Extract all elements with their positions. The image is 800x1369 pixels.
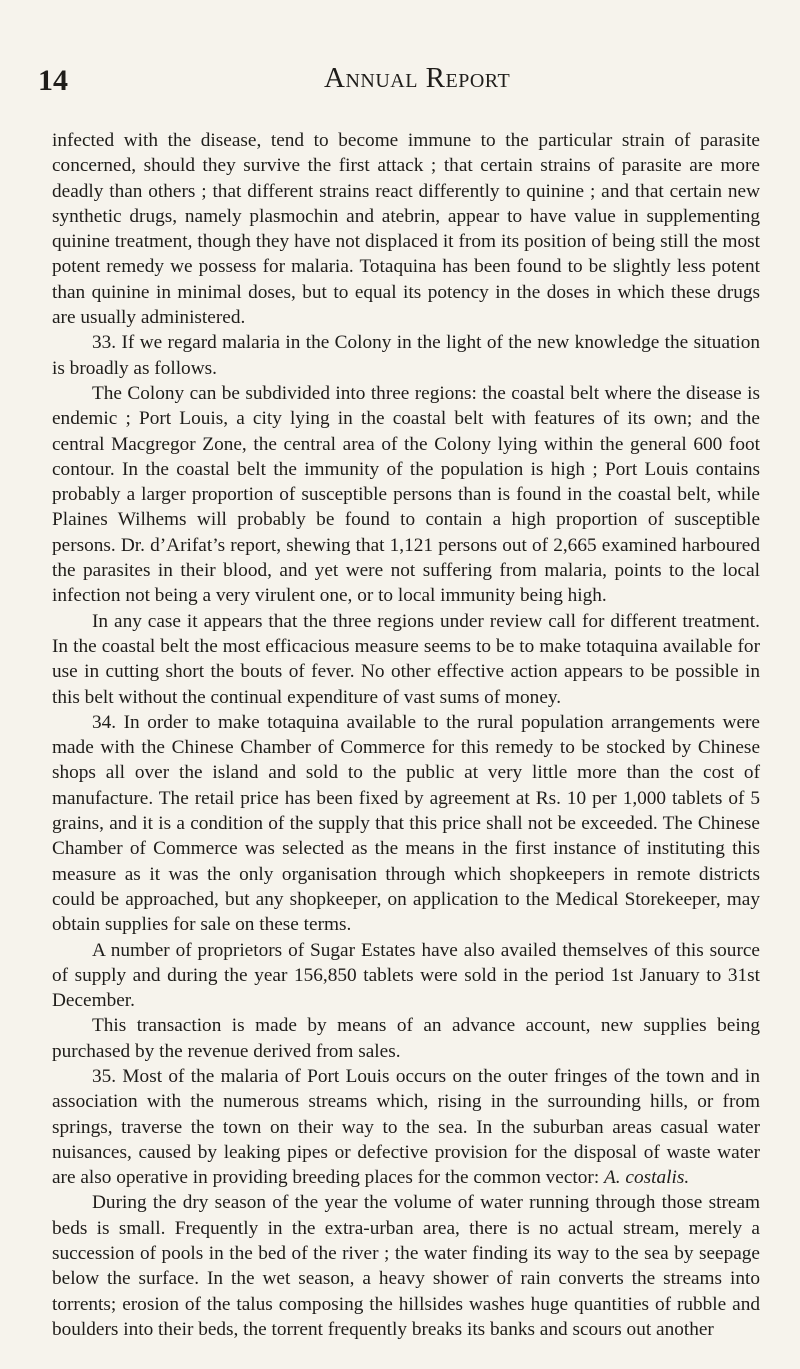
- running-title: Annual Report: [324, 62, 511, 94]
- paragraph-35: [52, 1064, 760, 1190]
- page-header: [38, 44, 760, 97]
- paragraph-treatment: In any case it appears that the three regions under review call for different treatment. In the coastal belt the most efficacious measure seems to be to make totaquina available for use in cutting short the bouts of fever. No other effective action appears to be possible in this belt without the continual expenditure of vast sums of money.: [52, 610, 760, 708]
- paragraph-33: 33. If we regard malaria in the Colony in the light of the new knowledge the situation is broadly as follows.: [52, 332, 760, 379]
- paragraph-regions: The Colony can be subdivided into three regions: the coastal belt where the disease is endemic ; Port Louis, a city lying in the coastal belt with features of its own; and the central Macgregor Zone, the central area of the Colony lying within the general 600 foot contour. In the coastal belt the immunity of the population is high ; Port Louis contains probably a larger proportion of susceptible persons than is found in the coastal belt, while Plaines Wilhems will probably be found to contain a high proportion of susceptible persons. Dr. d’Arifat’s report, shewing that 1,121 persons out of 2,665 examined harboured the parasites in their blood, and yet were not suffering from malaria, points to the local infection not being a very virulent one, or to local immunity being high.: [52, 382, 760, 607]
- paragraph-dry-season: During the dry season of the year the volume of water running through those stream beds is small. Frequently in the extra-urban area, there is no actual stream, merely a succession of pools in the bed of the river ; the water finding its way to the sea by seepage below the surface. In the wet season, a heavy shower of rain converts the streams into torrents; erosion of the talus composing the hillsides washes huge quantities of rubble and boulders into their beds, the torrent frequently breaks its banks and scours out another: [52, 1192, 760, 1340]
- page-number: 14: [38, 64, 68, 97]
- paragraph-34: 34. In order to make totaquina available to the rural population arrangements were made with the Chinese Chamber of Commerce for this remedy to be stocked by Chinese shops all over the island and sold to the public at very little more than the cost of manufacture. The retail price has been fixed by agreement at Rs. 10 per 1,000 tablets of 5 grains, and it is a condition of the supply that this price shall not be exceeded. The Chinese Chamber of Commerce was selected as the means in the first instance of instituting this measure as it was the only organisation through which shopkeepers in remote districts could be approached, but any shopkeeper, on application to the Medical Storekeeper, may obtain supplies for sale on these terms.: [52, 711, 760, 936]
- paragraph-sugar-estates: A number of proprietors of Sugar Estates have also availed themselves of this source of supply and during the year 156,850 tablets were sold in the period 1st January to 31st December.: [52, 939, 760, 1012]
- paragraph-35-text: 35. Most of the malaria of Port Louis occurs on the outer fringes of the town and in association with the numerous streams which, rising in the surrounding hills, or from springs, traverse the town on their way to the sea. In the suburban areas casual water nuisances, caused by leaking pipes or defective provision for the disposal of waste water are also operative in providing breeding places for the common vector:: [52, 1065, 760, 1189]
- body-text: [52, 128, 760, 1342]
- species-name: A. costalis.: [604, 1167, 690, 1189]
- paragraph-advance-account: This transaction is made by means of an advance account, new supplies being purchased by the revenue derived from sales.: [52, 1015, 760, 1062]
- paragraph-continuation: infected with the disease, tend to become immune to the particular strain of parasite concerned, should they survive the first attack ; that certain strains of parasite are more deadly than others ; that different strains react differently to quinine ; and that certain new synthetic drugs, namely plasmochin and atebrin, appear to have value in supplementing quinine treatment, though they have not displaced it from its position of being still the most potent remedy we possess for malaria. Totaquina has been found to be slightly less potent than quinine in minimal doses, but to equal its potency in the doses in which these drugs are usually administered.: [52, 130, 760, 329]
